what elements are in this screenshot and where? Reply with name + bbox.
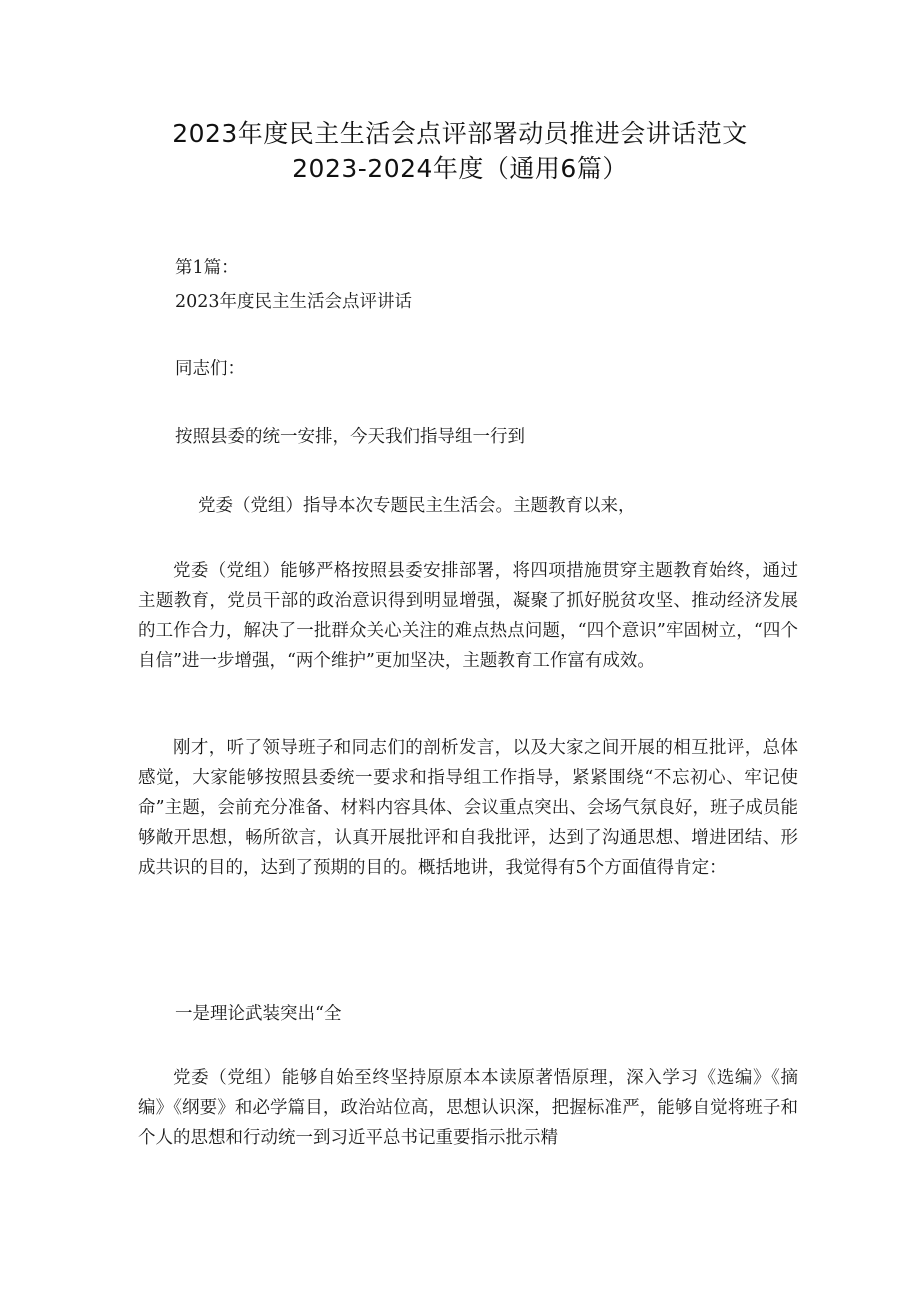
document-title-line-1: 2023年度民主生活会点评部署动员推进会讲话范文 xyxy=(172,119,748,148)
section-heading: 一是理论武装突出“全 xyxy=(175,1004,342,1024)
salutation: 同志们： xyxy=(175,359,245,379)
document-title-line-2: 2023-2024年度（通用6篇） xyxy=(292,154,628,183)
paragraph-6: 党委（党组）能够自始至终坚持原原本本读原著悟原理，深入学习《选编》《摘编》《纲要》和必学篇目，政治站位高，思想认识深，把握标准严，能够自觉将班子和个人的思想和行动统一到习近平总书记重要指示批示精 xyxy=(138,1068,798,1148)
paragraph-4: 刚才，听了领导班子和同志们的剖析发言，以及大家之间开展的相互批评，总体感觉，大家能够按照县委统一要求和指导组工作指导，紧紧围绕“不忘初心、牢记使命”主题，会前充分准备、材料内容具体、会议重点突出、会场气氛良好，班子成员能够敞开思想，畅所欲言，认真开展批评和自我批评，达到了沟通思想、增进团结、形成共识的目的，达到了预期的目的。概括地讲，我觉得有5个方面值得肯定： xyxy=(138,738,798,878)
paragraph-3: 党委（党组）能够严格按照县委安排部署，将四项措施贯穿主题教育始终，通过主题教育，党员干部的政治意识得到明显增强，凝聚了抓好脱贫攻坚、推动经济发展的工作合力，解决了一批群众关心关注的难点热点问题，“四个意识”牢固树立，“四个自信”进一步增强，“两个维护”更加坚决，主题教育工作富有成效。 xyxy=(138,561,798,671)
paragraph-2: 党委（党组）指导本次专题民主生活会。主题教育以来， xyxy=(198,496,636,516)
part-label: 第1篇： xyxy=(175,258,239,278)
speech-subtitle: 2023年度民主生活会点评讲话 xyxy=(175,292,413,312)
paragraph-1: 按照县委的统一安排，今天我们指导组一行到 xyxy=(175,427,525,447)
